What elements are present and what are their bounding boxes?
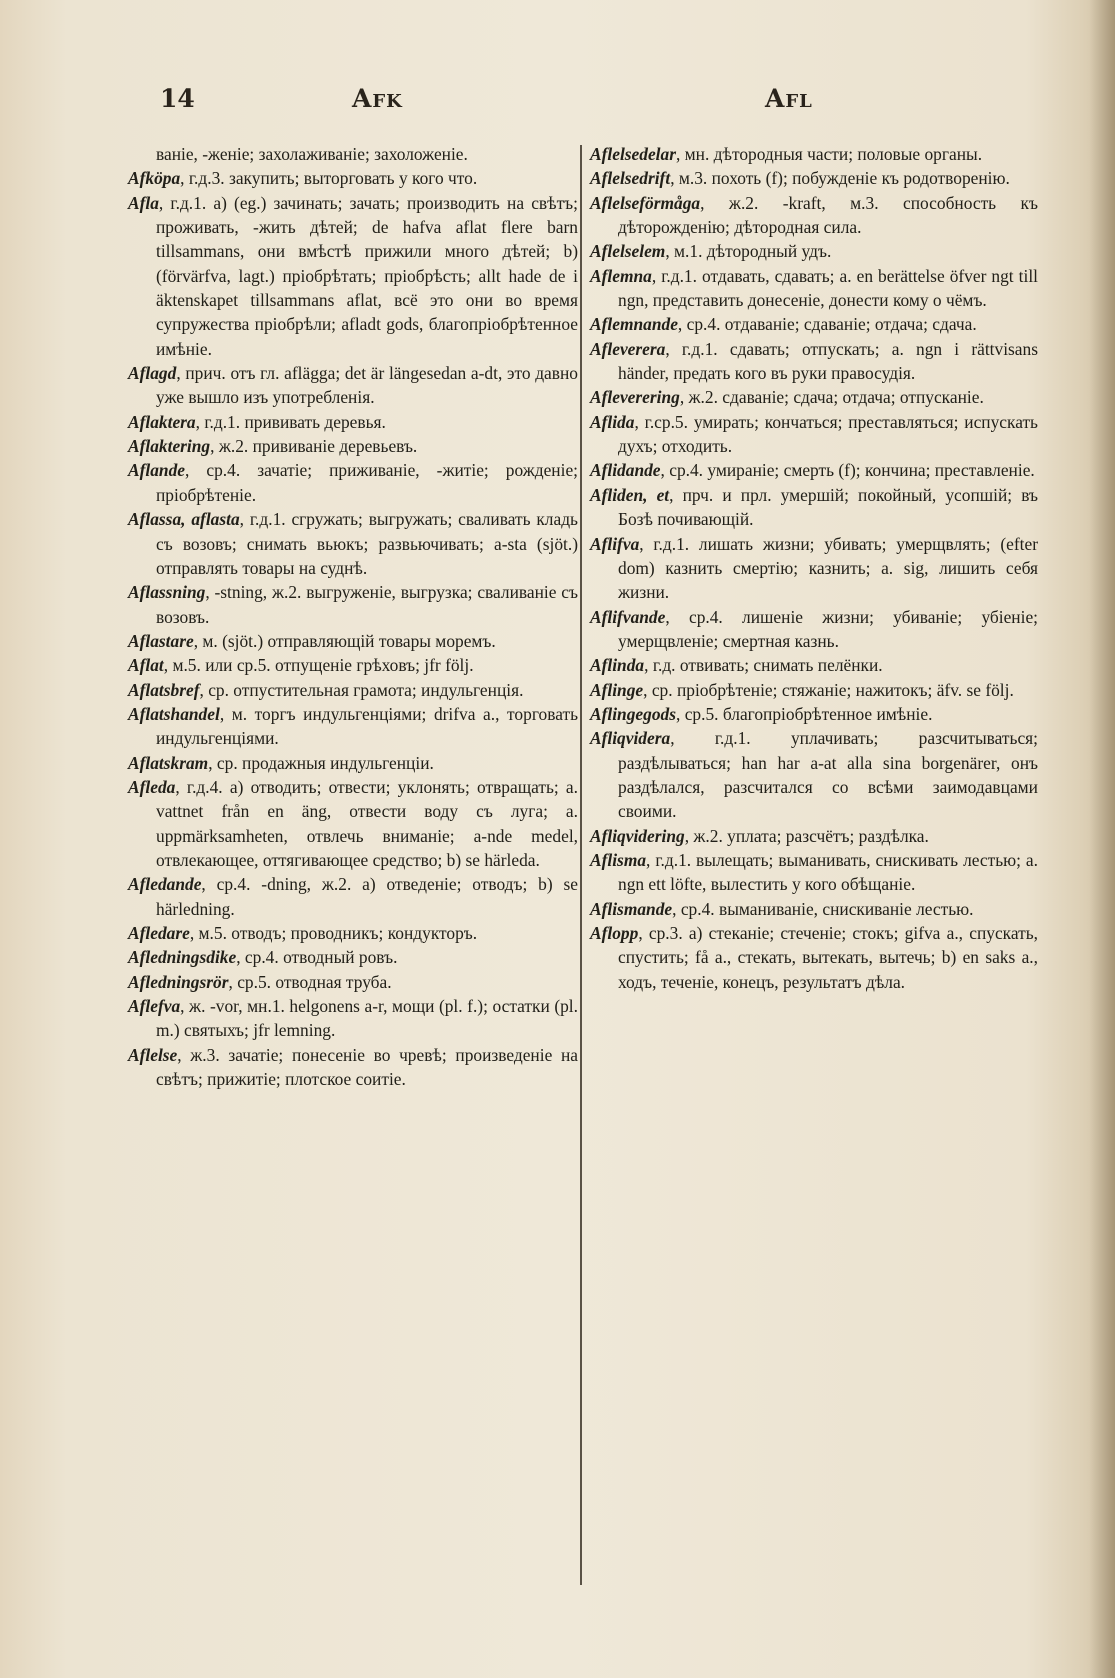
dictionary-entry: [590, 702, 1038, 726]
entry-definition: , г.д.1. сдавать; отпускать; a. ngn i rättvisans händer, предать кого въ руки правосудія.: [618, 338, 1038, 384]
entry-headword: Aflatskram: [128, 752, 209, 773]
dictionary-entry: [128, 629, 578, 653]
dictionary-entry: [128, 653, 578, 677]
entry-headword: Aflemna: [590, 265, 652, 286]
entry-definition: ваніе, -женіе; захолаживаніе; захоложеніе.: [156, 144, 468, 164]
entry-continuation: [128, 142, 578, 166]
dictionary-entry: [590, 653, 1038, 677]
entry-headword: Aflassning: [128, 582, 206, 603]
dictionary-entry: [128, 507, 578, 580]
entry-headword: Aflinge: [590, 679, 644, 700]
dictionary-entry: [128, 191, 578, 361]
entry-headword: Aflemnande: [590, 314, 678, 335]
dictionary-entry: [590, 605, 1038, 654]
entry-headword: Aflelsedrift: [590, 168, 671, 189]
entry-headword: Aflidande: [590, 460, 661, 481]
dictionary-entry: [590, 532, 1038, 605]
dictionary-entry: [590, 483, 1038, 532]
entry-definition: , ж.2. уплата; разсчётъ; раздѣлка.: [684, 825, 929, 846]
entry-definition: , ср.3. a) стеканіе; стеченіе; стокъ; gifva a., спускать, спустить; få a., стекать, вытекать, вытечь; b) en saks a., ходъ, теченіе, конецъ, результатъ дѣла.: [618, 923, 1038, 992]
dictionary-entry: [590, 726, 1038, 823]
entry-headword: Aflastare: [128, 630, 194, 651]
entry-headword: Aflismande: [590, 898, 673, 919]
entry-definition: , ср.4. умираніе; смерть (f); кончина; преставленіе.: [660, 460, 1035, 481]
entry-definition: , м.5. или ср.5. отпущеніе грѣховъ; jfr följ.: [163, 655, 474, 676]
dictionary-entry: [128, 1043, 578, 1092]
entry-definition: , г.ср.5. умирать; кончаться; преставляться; испускать духъ; отходить.: [618, 411, 1038, 457]
entry-headword: Afledare: [128, 923, 190, 943]
entry-headword: Afliqvidering: [590, 825, 685, 846]
entry-headword: Afliden, et: [590, 484, 670, 505]
entry-definition: , ср. пріобрѣтеніе; стяжаніе; нажитокъ; äfv. se följ.: [643, 679, 1014, 700]
entry-definition: , ж.3. зачатіе; понесеніе во чревѣ; произведеніе на свѣтъ; прижитіе; плотское соитіе.: [156, 1044, 578, 1090]
column-divider: [580, 145, 582, 1585]
entry-headword: Aflida: [590, 411, 635, 432]
entry-definition: , г.д.4. a) отводить; отвести; уклонять; отвращать; a. vattnet från en äng, отвести воду съ луга; a. uppmärksamheten, отвлечь вниманіе; a-nde medel, отвлекающее, оттягивающее средство; b) se härleda.: [156, 776, 578, 870]
entry-definition: , ср.4. отдаваніе; сдаваніе; отдача; сдача.: [677, 314, 977, 335]
entry-headword: Aflevererа: [590, 338, 666, 359]
entry-headword: Aflinda: [590, 655, 645, 676]
entry-definition: , г.д. отвивать; снимать пелёнки.: [644, 655, 883, 676]
entry-headword: Aflifvande: [590, 606, 666, 627]
dictionary-entry: [590, 824, 1038, 848]
entry-headword: Aflatsbref: [128, 679, 200, 700]
dictionary-entry: [590, 921, 1038, 994]
entry-definition: , м.3. похоть (f); побужденіе къ родотворенію.: [670, 168, 1010, 189]
dictionary-entry: [590, 166, 1038, 190]
entry-definition: , прч. и прл. умершій; покойный, усопшій; въ Бозѣ почивающій.: [618, 484, 1039, 530]
entry-headword: Aflelselem: [590, 241, 666, 262]
dictionary-entry: [590, 897, 1038, 921]
entry-headword: Aflat: [128, 655, 164, 676]
dictionary-entry: [590, 458, 1038, 482]
entry-definition: , г.д.3. закупить; выторговать у кого что.: [180, 168, 478, 189]
dictionary-entry: [590, 337, 1038, 386]
dictionary-entry: [128, 702, 578, 751]
entry-headword: Aflevererіng: [590, 387, 680, 408]
right-column: [590, 142, 1038, 994]
dictionary-entry: [590, 385, 1038, 409]
dictionary-entry: [128, 945, 578, 969]
dictionary-entry: [590, 312, 1038, 336]
entry-definition: , ср. отпустительная грамота; индульгенція.: [199, 679, 524, 700]
entry-headword: Afledande: [128, 874, 202, 895]
entry-definition: , м.5. отводъ; проводникъ; кондукторъ.: [189, 923, 478, 943]
entry-headword: Aflassa, aflasta: [128, 509, 240, 530]
dictionary-entry: [128, 410, 578, 434]
entry-definition: , г.д.1. отдавать, сдавать; a. en berättelse öfver ngt till ngn, представить донесеніе, донести кому о чёмъ.: [618, 265, 1038, 311]
dictionary-entry: [128, 994, 578, 1043]
entry-definition: , м. (sjöt.) отправляющій товары моремъ.: [193, 630, 496, 651]
entry-headword: Aflande: [128, 460, 186, 481]
dictionary-entry: [128, 775, 578, 872]
entry-headword: Aflifva: [590, 533, 640, 554]
dictionary-entry: [590, 848, 1038, 897]
entry-headword: Aflopp: [590, 923, 639, 943]
entry-definition: , м. торгъ индульгенціями; drifva a., торговать индульгенціями.: [156, 703, 578, 749]
entry-definition: , -stning, ж.2. выгруженіе, выгрузка; сваливаніе съ возовъ.: [156, 582, 578, 627]
dictionary-entry: [590, 239, 1038, 263]
entry-headword: Aflefva: [128, 996, 181, 1017]
dictionary-entry: [128, 921, 578, 945]
dictionary-entry: [128, 458, 578, 507]
dictionary-entry: [590, 678, 1038, 702]
entry-headword: Afledningsrör: [128, 971, 229, 992]
entry-definition: , ср.4. лишеніе жизни; убиваніе; убіеніе; умерщвленіе; смертная казнь.: [618, 606, 1038, 651]
entry-definition: , ср.4. -dning, ж.2. a) отведеніе; отводъ; b) se härledning.: [156, 874, 578, 919]
entry-definition: , г.д.1. сгружать; выгружать; сваливать кладь съ возовъ; снимать вьюкъ; развьючивать; a-sta (sjöt.) отправлять товары на суднѣ.: [156, 509, 578, 578]
dictionary-entry: [128, 434, 578, 458]
entry-headword: Afköpa: [128, 168, 181, 189]
left-running-head: Afk: [352, 84, 403, 113]
right-running-head: Afl: [765, 84, 813, 113]
dictionary-entry: [128, 872, 578, 921]
entry-definition: , прич. отъ гл. aflägga; det är längesedan a-dt, это давно уже вышло изъ употребленія.: [156, 363, 578, 408]
entry-definition: , г.д.1. вылещать; выманивать, снискивать лестью; a. ngn ett löfte, вылестить у кого обѣщаніе.: [618, 849, 1038, 895]
left-column: [128, 142, 578, 1091]
dictionary-entry: [590, 264, 1038, 313]
entry-headword: Afla: [128, 192, 159, 213]
dictionary-entry: [590, 191, 1038, 240]
entry-definition: , мн. дѣтородныя части; половые органы.: [675, 144, 983, 164]
dictionary-entry: [590, 142, 1038, 166]
entry-headword: Aflingegods: [590, 703, 676, 724]
entry-definition: , ср.5. благопріобрѣтенное имѣніе.: [676, 703, 933, 724]
page-spine-shadow: [1089, 0, 1115, 1678]
entry-definition: , ж.2. прививаніе деревьевъ.: [210, 436, 418, 457]
entry-definition: , г.д.1. a) (eg.) зачинать; зачать; производить на свѣтъ; проживать, -жить дѣтей; de hafva aflat flere barn tillsammans, они вмѣстѣ прижили много дѣтей; b) (förvärfva, lagt.) пріобрѣтать; пріобрѣсть; allt hade de i äktenskapet tillsammans aflat, всё это они во время супружества пріобрѣли; afladt gods, благопріобрѣтенное имѣніе.: [156, 192, 578, 359]
page-number: 14: [160, 84, 195, 113]
dictionary-entry: [128, 580, 578, 629]
dictionary-entry: [128, 678, 578, 702]
entry-definition: , ж.2. сдаваніе; сдача; отдача; отпусканіе.: [679, 387, 984, 408]
entry-headword: Aflelse: [128, 1044, 178, 1065]
entry-definition: , г.д.1. лишать жизни; убивать; умерщвлять; (efter dom) казнить смертію; казнить; a. sig, лишить себя жизни.: [618, 533, 1038, 603]
entry-definition: , г.д.1. уплачивать; разсчитываться; раздѣлываться; han har a-at alla sina borgenärer, онъ раздѣлался, разсчитался со всѣми заимодавцами своими.: [618, 728, 1038, 822]
dictionary-entry: [590, 410, 1038, 459]
entry-headword: Aflelseförmåga: [590, 192, 701, 213]
entry-headword: Aflatshandel: [128, 703, 220, 724]
entry-definition: , ж.2. -kraft, м.3. способность къ дѣторожденію; дѣтородная сила.: [618, 192, 1038, 238]
entry-definition: , г.д.1. прививать деревья.: [195, 411, 386, 432]
entry-headword: Afleda: [128, 776, 176, 797]
dictionary-entry: [128, 970, 578, 994]
entry-definition: , ср.4. зачатіе; приживаніе, -житіе; рожденіе; пріобрѣтеніе.: [156, 460, 578, 505]
entry-headword: Afledningsdike: [128, 947, 237, 968]
entry-headword: Aflaktering: [128, 436, 211, 457]
entry-headword: Aflaktera: [128, 411, 196, 432]
entry-headword: Aflisma: [590, 849, 647, 870]
entry-headword: Aflagd: [128, 363, 177, 384]
entry-definition: , ср.4. отводный ровъ.: [236, 947, 398, 968]
entry-definition: , ср. продажныя индульгенціи.: [208, 752, 434, 773]
dictionary-entry: [128, 166, 578, 190]
entry-headword: Afliqvidera: [590, 728, 671, 749]
entry-definition: , м.1. дѣтородный удъ.: [665, 241, 832, 262]
entry-headword: Aflelsedelar: [590, 144, 676, 164]
entry-definition: , ж. -vor, мн.1. helgonens a-r, мощи (pl. f.); остатки (pl. m.) святыхъ; jfr lemning.: [156, 996, 578, 1041]
entry-definition: , ср.5. отводная труба.: [228, 971, 392, 992]
entry-definition: , ср.4. выманиваніе, снискиваніе лестью.: [672, 898, 974, 919]
dictionary-entry: [128, 361, 578, 410]
dictionary-entry: [128, 751, 578, 775]
